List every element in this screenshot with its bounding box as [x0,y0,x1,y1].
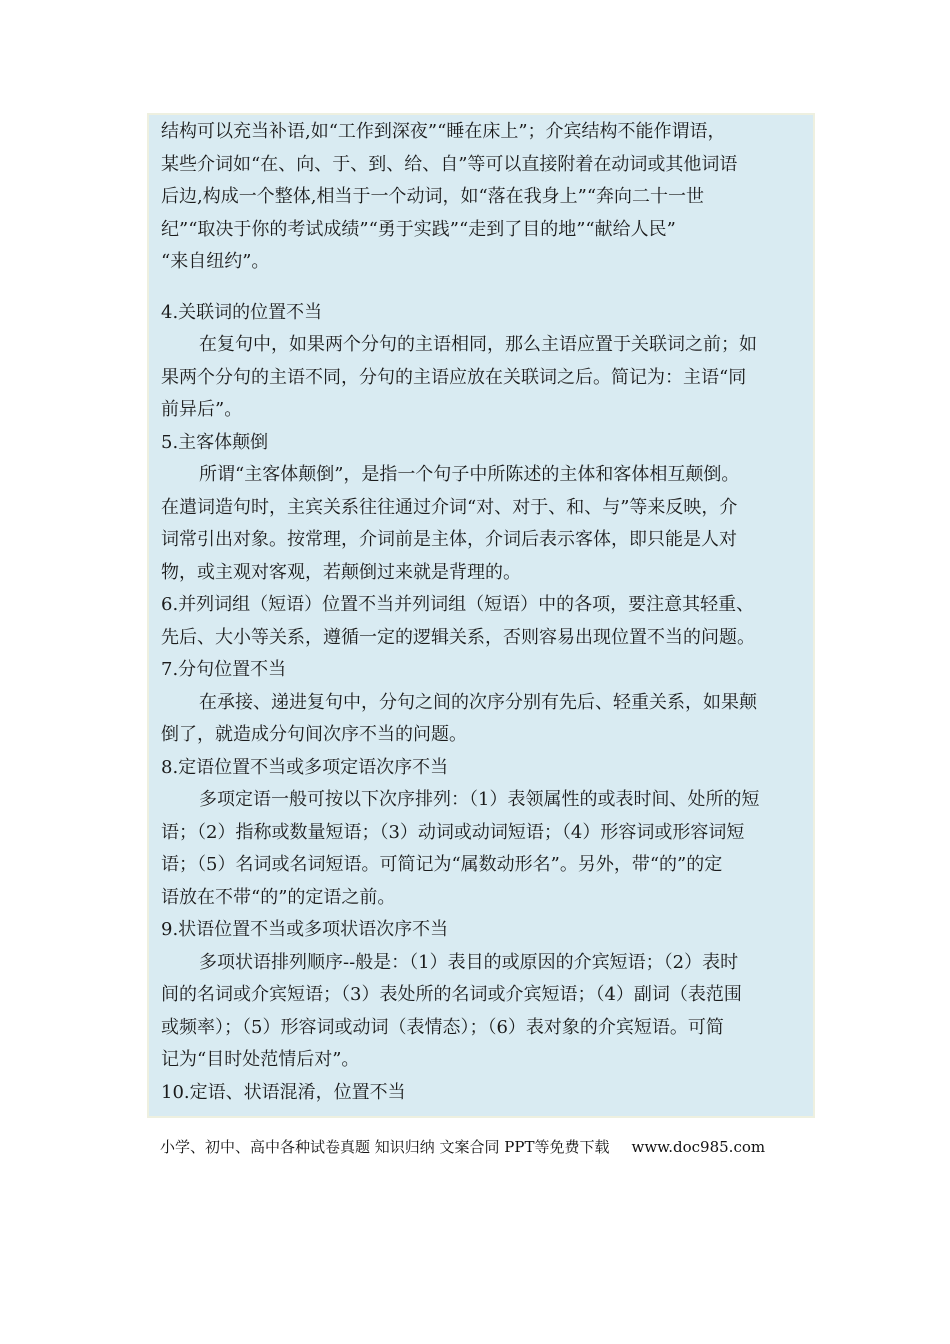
text-line: 所谓“主客体颠倒”，是指一个句子中所陈述的主体和客体相互颠倒。 [199,464,740,485]
text-line: 语放在不带“的”的定语之前。 [161,886,396,908]
text-line: 或频率）；（5）形容词或动词（表情态）；（6）表对象的介宾短语。可简 [161,1016,724,1038]
section-heading: 9.状语位置不当或多项状语次序不当 [161,919,449,940]
text-line: 在遣词造句时，主宾关系往往通过介词“对、对于、和、与”等来反映，介 [161,496,738,518]
page-footer [160,1136,765,1158]
document-content-box [147,113,815,1118]
section-heading: 7.分句位置不当 [161,659,287,680]
text-line: 词常引出对象。按常理，介词前是主体，介词后表示客体，即只能是人对 [161,529,737,550]
text-line: 后边,构成一个整体,相当于一个动词，如“落在我身上”“奔向二十一世 [161,186,705,207]
text-line: 结构可以充当补语,如“工作到深夜”“睡在床上”；介宾结构不能作谓语， [161,121,726,142]
text-line: 语；（2）指称或数量短语；（3）动词或动词短语；（4）形容词或形容词短 [161,821,745,843]
section-heading: 6.并列词组（短语）位置不当并列词组（短语）中的各项，要注意其轻重、 [161,594,755,615]
text-line: “来自纽约”。 [161,251,270,272]
section-heading: 4.关联词的位置不当 [161,301,323,323]
footer-text: 小学、初中、高中各种试卷真题 知识归纳 文案合同 PPT等免费下载 [160,1138,610,1156]
text-line: 果两个分句的主语不同，分句的主语应放在关联词之后。简记为：主语“同 [161,366,747,388]
text-line: 间的名词或介宾短语；（3）表处所的名词或介宾短语；（4）副词（表范围 [161,984,742,1005]
footer-url[interactable]: www.doc985.com [631,1138,766,1156]
text-line: 倒了，就造成分句间次序不当的问题。 [161,724,467,745]
text-line: 先后、大小等关系，遵循一定的逻辑关系，否则容易出现位置不当的问题。 [161,626,755,648]
text-line: 记为“目时处范情后对”。 [161,1049,360,1070]
text-line: 物，或主观对客观，若颠倒过来就是背理的。 [161,561,521,583]
text-line: 多项状语排列顺序--般是：（1）表目的或原因的介宾短语；（2）表时 [199,951,739,973]
paragraph-gap [161,279,803,297]
section-heading: 5.主客体颠倒 [161,431,269,453]
text-line: 在承接、递进复句中，分句之间的次序分别有先后、轻重关系，如果颠 [199,691,757,713]
text-line: 前异后”。 [161,399,243,420]
text-line: 在复句中，如果两个分句的主语相同，那么主语应置于关联词之前；如 [199,334,757,355]
section-heading: 10.定语、状语混淆，位置不当 [161,1081,406,1103]
text-line: 纪”“取决于你的考试成绩”“勇于实践”“走到了目的地”“献给人民” [161,218,676,240]
section-heading: 8.定语位置不当或多项定语次序不当 [161,756,449,778]
text-line: 某些介词如“在、向、于、到、给、自”等可以直接附着在动词或其他词语 [161,153,738,175]
text-line: 语；（5）名词或名词短语。可简记为“属数动形名”。另外，带“的”的定 [161,854,723,875]
text-line: 多项定语一般可按以下次序排列：（1）表领属性的或表时间、处所的短 [199,789,760,810]
